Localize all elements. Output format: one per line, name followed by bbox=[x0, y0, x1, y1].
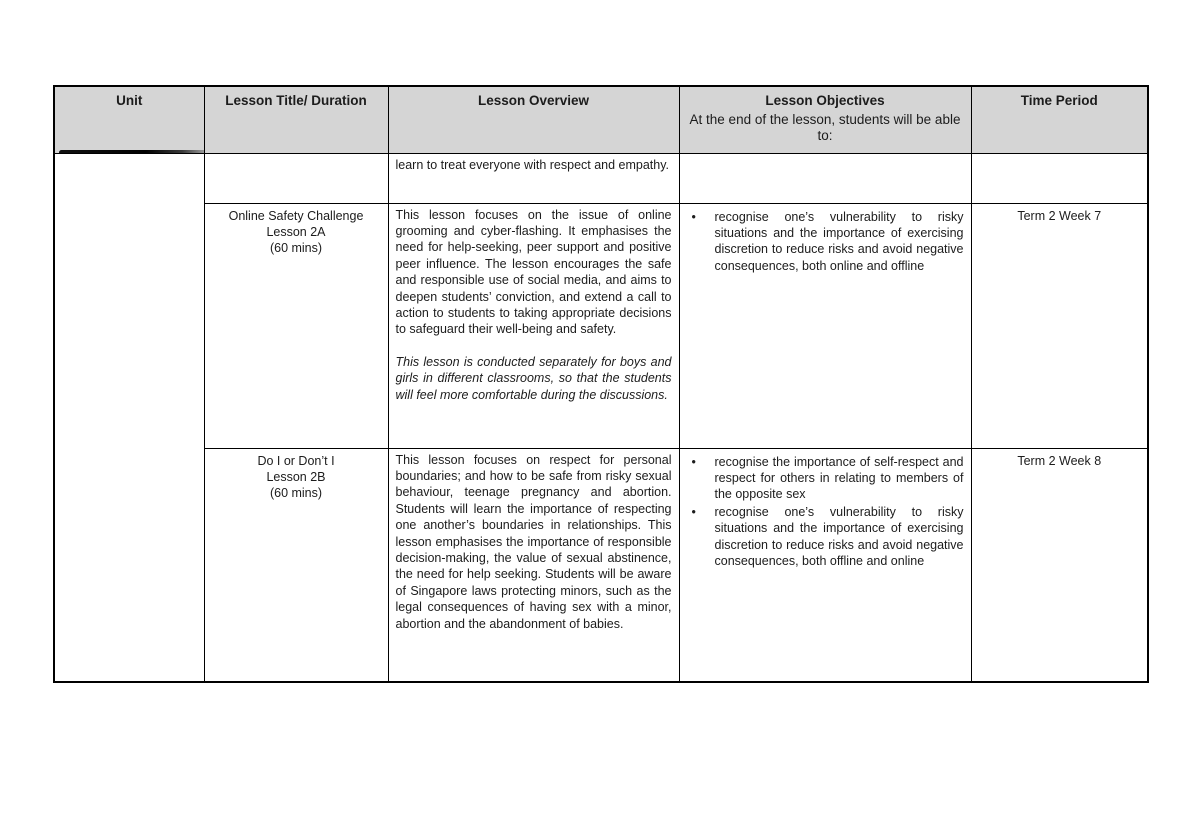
bullet-icon: • bbox=[691, 209, 696, 224]
lesson-number: Lesson 2B bbox=[266, 469, 326, 484]
objective-item bbox=[686, 454, 964, 503]
col-header-lesson-overview bbox=[388, 86, 679, 153]
lesson-objectives-cell bbox=[679, 153, 971, 203]
time-period-value: Term 2 Week 8 bbox=[1017, 453, 1102, 468]
table-row bbox=[54, 203, 1148, 448]
col-header-unit-label: Unit bbox=[116, 93, 143, 108]
bullet-icon: • bbox=[691, 454, 696, 469]
lesson-title-cell bbox=[204, 203, 388, 448]
time-period-cell bbox=[971, 448, 1148, 682]
time-period-value: Term 2 Week 7 bbox=[1017, 208, 1102, 223]
lesson-title: Online Safety Challenge bbox=[228, 208, 364, 223]
lesson-number: Lesson 2A bbox=[266, 224, 326, 239]
scan-artifact-line bbox=[59, 150, 204, 153]
lesson-plan-table bbox=[53, 85, 1147, 683]
col-header-lesson-objectives bbox=[679, 86, 971, 153]
lesson-title-cell bbox=[204, 153, 388, 203]
table-header-row bbox=[54, 86, 1148, 153]
table-row bbox=[54, 448, 1148, 682]
col-header-unit bbox=[54, 86, 204, 153]
objective-item bbox=[686, 504, 964, 570]
objective-text: recognise one’s vulnerability to risky situations and the importance of exercising discretion to reduce risks and avoid negative consequences, both offline and online bbox=[714, 504, 964, 568]
lesson-overview-cell bbox=[388, 203, 679, 448]
lesson-title: Do I or Don’t I bbox=[257, 453, 335, 468]
time-period-cell bbox=[971, 203, 1148, 448]
objective-text: recognise the importance of self-respect and respect for others in relating to members of the opposite sex bbox=[714, 454, 964, 502]
col-header-lesson-objectives-subtitle: At the end of the lesson, students will be able to: bbox=[689, 112, 961, 143]
lesson-overview-cell bbox=[388, 448, 679, 682]
col-header-time-period bbox=[971, 86, 1148, 153]
col-header-lesson-title bbox=[204, 86, 388, 153]
lesson-overview-cell bbox=[388, 153, 679, 203]
lesson-title-cell bbox=[204, 448, 388, 682]
overview-note-paragraph: This lesson is conducted separately for boys and girls in different classrooms, so that the students will feel more comfortable during the discussions. bbox=[395, 354, 672, 402]
overview-paragraph: This lesson focuses on the issue of online grooming and cyber-flashing. It emphasises the need for help-seeking, peer support and positive peer influence. The lesson encourages the safe and responsible use of social media, and aims to deepen students’ conviction, and extend a call to action to students to taking appropriate decisions to safeguard their well-being and safety. bbox=[395, 207, 672, 337]
table-row bbox=[54, 153, 1148, 203]
bullet-icon: • bbox=[691, 504, 696, 519]
overview-paragraph: This lesson focuses on respect for personal boundaries; and how to be safe from risky sexual behaviour, teenage pregnancy and abortion. Students will learn the importance of respecting one another’s boundaries in relationships. This lesson emphasises the importance of responsible decision-making, the value of sexual abstinence, the need for help seeking. Students will be aware of Singapore laws protecting minors, such as the legal consequences of having sex with a minor, abortion and the abandonment of babies. bbox=[395, 452, 672, 631]
lesson-plan-table-grid bbox=[53, 85, 1149, 683]
objective-text: recognise one’s vulnerability to risky situations and the importance of exercising discretion to reduce risks and avoid negative consequences, both online and offline bbox=[714, 209, 964, 273]
time-period-cell bbox=[971, 153, 1148, 203]
col-header-lesson-objectives-label: Lesson Objectives bbox=[765, 93, 885, 108]
lesson-duration: (60 mins) bbox=[269, 241, 323, 256]
col-header-lesson-title-label: Lesson Title/ Duration bbox=[225, 93, 367, 108]
overview-paragraph: learn to treat everyone with respect and empathy. bbox=[395, 157, 670, 172]
col-header-lesson-overview-label: Lesson Overview bbox=[477, 93, 590, 108]
col-header-time-period-label: Time Period bbox=[1020, 93, 1098, 108]
objective-item bbox=[686, 209, 964, 275]
lesson-objectives-cell bbox=[679, 448, 971, 682]
unit-cell bbox=[54, 153, 204, 682]
lesson-objectives-cell bbox=[679, 203, 971, 448]
lesson-duration: (60 mins) bbox=[269, 486, 323, 501]
